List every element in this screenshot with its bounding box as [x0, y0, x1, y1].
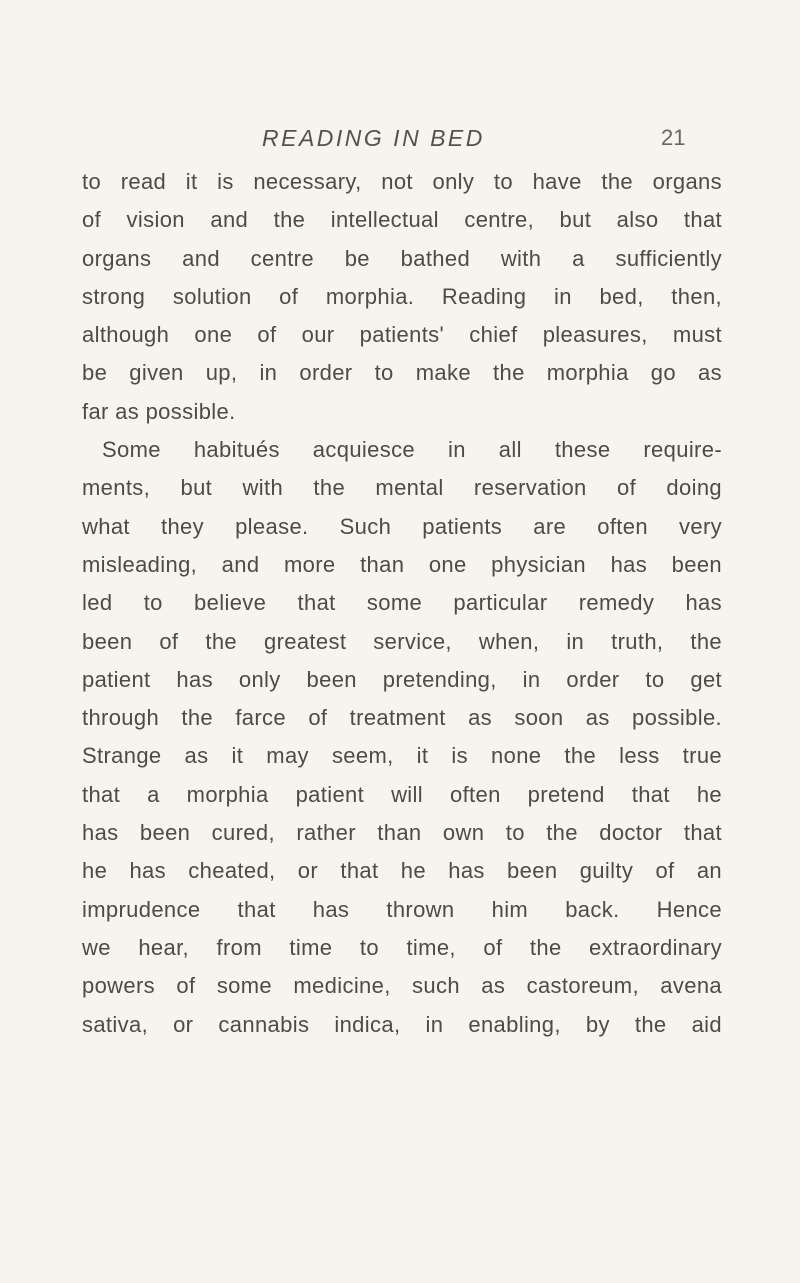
text-line: organs and centre be bathed with a sufficiently [82, 245, 722, 271]
text-line: sativa, or cannabis indica, in enabling, by the aid [82, 1011, 722, 1037]
page-number: 21 [661, 125, 686, 150]
text-line: imprudence that has thrown him back. Hence [82, 896, 722, 922]
text-line: Strange as it may seem, it is none the less true [82, 743, 722, 769]
text-line: far as possible. [82, 398, 236, 424]
paragraph-start-line: Some habitués acquiesce in all these require- [102, 437, 722, 463]
text-line: be given up, in order to make the morphia go as [82, 360, 722, 386]
text-line: patient has only been pretending, in order to get [82, 666, 722, 692]
text-line: although one of our patients' chief pleasures, must [82, 322, 722, 348]
running-title: READING IN BED [262, 125, 485, 151]
text-line: strong solution of morphia. Reading in bed, then, [82, 283, 722, 309]
text-line: has been cured, rather than own to the doctor that [82, 820, 722, 846]
text-line: to read it is necessary, not only to have the organs [82, 169, 722, 194]
text-line: powers of some medicine, such as castoreum, avena [82, 973, 722, 999]
text-line: ments, but with the mental reservation of doing [82, 475, 722, 501]
text-line: through the farce of treatment as soon as possible. [82, 705, 722, 731]
text-line: misleading, and more than one physician has been [82, 551, 722, 577]
text-line: of vision and the intellectual centre, but also that [82, 207, 722, 233]
text-line: led to believe that some particular remedy has [82, 590, 722, 616]
text-line: what they please. Such patients are often very [82, 513, 722, 539]
running-head [0, 125, 800, 165]
text-line: that a morphia patient will often pretend that he [82, 781, 722, 807]
body-text [82, 163, 722, 1044]
text-line: we hear, from time to time, of the extraordinary [82, 934, 722, 960]
text-line: been of the greatest service, when, in truth, the [82, 628, 722, 654]
text-line: he has cheated, or that he has been guilty of an [82, 858, 722, 884]
